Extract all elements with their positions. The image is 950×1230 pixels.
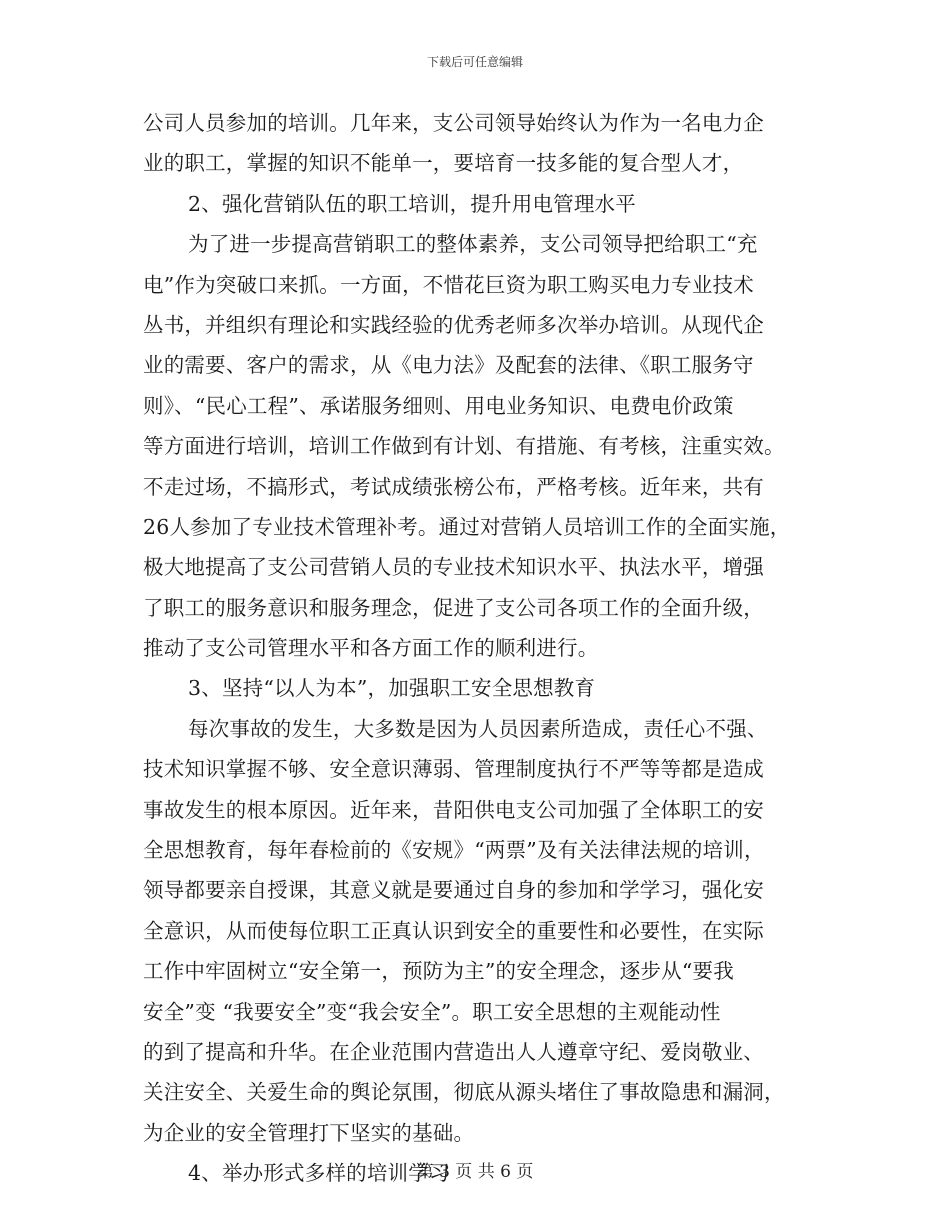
paragraph-line: 技术知识掌握不够、安全意识薄弱、管理制度执行不严等等都是造成 [143, 757, 764, 782]
paragraph-line: 的到了提高和升华。在企业范围内营造出人人遵章守纪、爱岗敬业、 [143, 1039, 764, 1064]
document-body [143, 103, 823, 1194]
paragraph-line-indented: 4、举办形式多样的培训学习 [188, 1161, 450, 1186]
paragraph-line: 业的职工，掌握的知识不能单一，要培育一技多能的复合型人才， [143, 151, 744, 176]
paragraph-line: 推动了支公司管理水平和各方面工作的顺利进行。 [143, 636, 599, 661]
paragraph-line-indented: 每次事故的发生，大多数是因为人员因素所造成，责任心不强、 [188, 716, 768, 741]
paragraph-line: 极大地提高了支公司营销人员的专业技术知识水平、执法水平，增强 [143, 555, 764, 580]
paragraph-line: 则》、“民心工程”、承诺服务细则、用电业务知识、电费电价政策 [143, 393, 734, 418]
paragraph-line-indented: 为了进一步提高营销职工的整体素养，支公司领导把给职工“充 [188, 232, 758, 257]
page-header: 下载后可任意编辑 [426, 55, 523, 69]
paragraph-line: 26人参加了专业技术管理补考。通过对营销人员培训工作的全面实施， [143, 514, 791, 539]
page-footer: 第 3 页 共 6 页 [416, 1162, 534, 1182]
paragraph-line: 为企业的安全管理打下坚实的基础。 [143, 1120, 475, 1145]
paragraph-line: 全思想教育，每年春检前的《安规》“两票”及有关法律法规的培训， [143, 838, 765, 863]
paragraph-line: 公司人员参加的培训。几年来，支公司领导始终认为作为一名电力企 [143, 111, 764, 135]
paragraph-line-indented: 3、坚持“以人为本”，加强职工安全思想教育 [188, 676, 596, 701]
paragraph-line: 等方面进行培训，培训工作做到有计划、有措施、有考核，注重实效。 [143, 434, 785, 459]
paragraph-line: 全意识，从而使每位职工正真认识到安全的重要性和必要性，在实际 [143, 918, 764, 943]
paragraph-line: 丛书，并组织有理论和实践经验的优秀老师多次举办培训。从现代企 [143, 312, 764, 337]
paragraph-line: 关注安全、关爱生命的舆论氛围，彻底从源头堵住了事故隐患和漏洞， [143, 1080, 785, 1105]
paragraph-line: 工作中牢固树立“安全第一，预防为主”的安全理念，逐步从“要我 [143, 959, 734, 984]
paragraph-line: 业的需要、客户的需求，从《电力法》及配套的法律、《职工服务守 [143, 353, 754, 378]
paragraph-line-indented: 2、强化营销队伍的职工培训，提升用电管理水平 [188, 191, 636, 216]
paragraph-line: 事故发生的根本原因。近年来，昔阳供电支公司加强了全体职工的安 [143, 797, 764, 822]
paragraph-line: 了职工的服务意识和服务理念，促进了支公司各项工作的全面升级， [143, 595, 764, 620]
paragraph-line: 安全”变 “我要安全”变“我会安全”。职工安全思想的主观能动性 [143, 999, 721, 1024]
paragraph-line: 领导都要亲自授课，其意义就是要通过自身的参加和学学习，强化安 [143, 878, 764, 903]
paragraph-line: 电”作为突破口来抓。一方面，不惜花巨资为职工购买电力专业技术 [143, 272, 754, 297]
paragraph-line: 不走过场，不搞形式，考试成绩张榜公布，严格考核。近年来，共有 [143, 474, 764, 499]
